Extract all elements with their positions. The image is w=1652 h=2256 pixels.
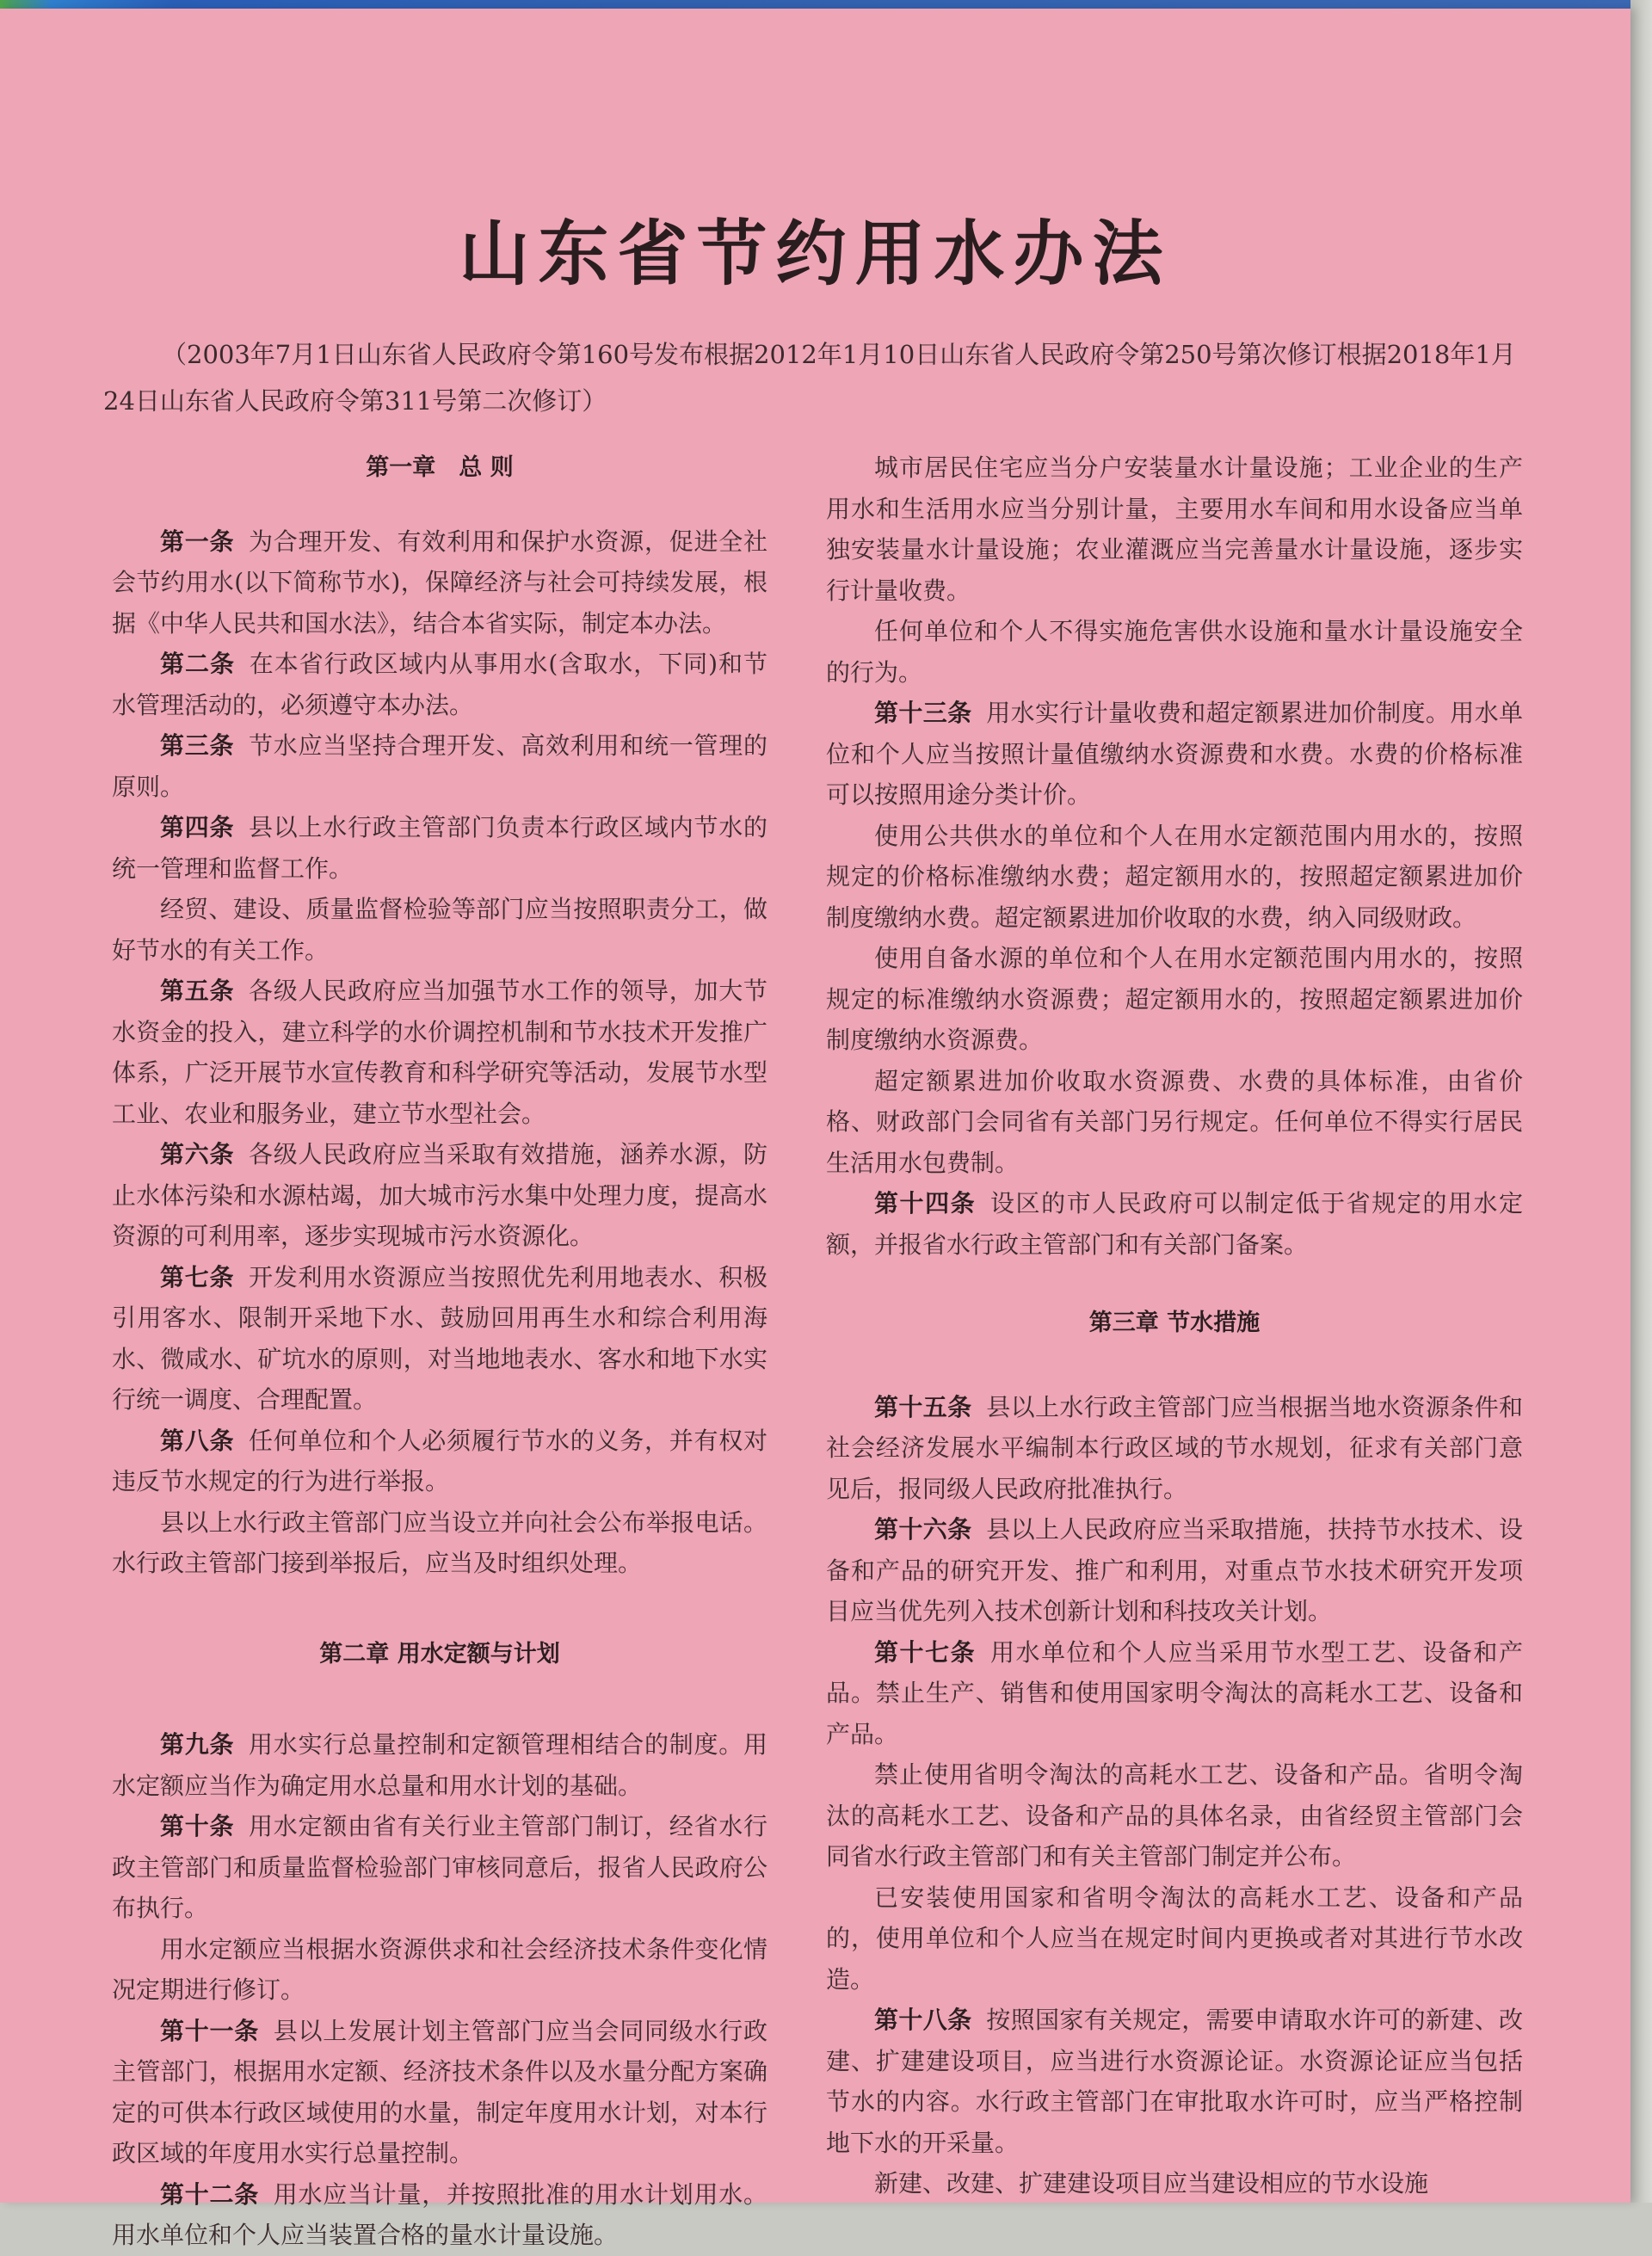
article-label: 第十二条 bbox=[160, 2179, 259, 2209]
article-text: 用水实行总量控制和定额管理相结合的制度。用水定额应当作为确定用水总量和用水计划的基础。 bbox=[112, 1730, 767, 1800]
article-text: 按照国家有关规定，需要申请取水许可的新建、改建、扩建建设项目，应当进行水资源论证。水资源论证应当包括节水的内容。水行政主管部门在审批取水许可时，应当严格控制地下水的开采量。 bbox=[826, 2006, 1523, 2157]
article-17 bbox=[826, 1632, 1523, 1755]
article-label: 第二条 bbox=[160, 650, 235, 678]
paragraph: 县以上水行政主管部门应当设立并向社会公布举报电话。水行政主管部门接到举报后，应当及时组织处理。 bbox=[112, 1507, 767, 1577]
article-2 bbox=[112, 644, 767, 725]
article-text: 用水单位和个人应当采用节水型工艺、设备和产品。禁止生产、销售和使用国家明令淘汰的高耗水工艺、设备和产品。 bbox=[826, 1637, 1523, 1748]
article-3 bbox=[112, 725, 767, 807]
paragraph: 任何单位和个人不得实施危害供水设施和量水计量设施安全的行为。 bbox=[826, 617, 1523, 687]
article-text: 用水定额由省有关行业主管部门制订，经省水行政主管部门和质量监督检验部门审核同意后，报省人民政府公布执行。 bbox=[112, 1812, 767, 1922]
document-page bbox=[0, 9, 1630, 2249]
article-label: 第十八条 bbox=[874, 2006, 972, 2034]
article-text: 县以上水行政主管部门负责本行政区域内节水的统一管理和监督工作。 bbox=[112, 813, 767, 883]
article-text: 各级人民政府应当加强节水工作的领导，加大节水资金的投入，建立科学的水价调控机制和节水技术开发推广体系，广泛开展节水宣传教育和科学研究等活动，发展节水型工业、农业和服务业，建立节水型社会。 bbox=[112, 977, 767, 1128]
left-column bbox=[112, 447, 767, 2256]
article-text: 用水应当计量，并按照批准的用水计划用水。用水单位和个人应当装置合格的量水计量设施。 bbox=[112, 2179, 767, 2249]
article-label: 第十五条 bbox=[874, 1392, 972, 1421]
article-label: 第七条 bbox=[160, 1262, 235, 1291]
article-7 bbox=[112, 1257, 767, 1421]
article-text: 县以上发展计划主管部门应当会同同级水行政主管部门，根据用水定额、经济技术条件以及水量分配方案确定的可供本行政区域使用的水量，制定年度用水计划，对本行政区域的年度用水实行总量控制。 bbox=[112, 2016, 767, 2167]
article-text: 县以上水行政主管部门应当根据当地水资源条件和社会经济发展水平编制本行政区域的节水规划，征求有关部门意见后，报同级人民政府批准执行。 bbox=[826, 1392, 1523, 1503]
article-10 bbox=[112, 1806, 767, 1929]
article-text: 县以上人民政府应当采取措施，扶持节水技术、设备和产品的研究开发、推广和利用，对重点节水技术研究开发项目应当优先列入技术创新计划和科技攻关计划。 bbox=[826, 1515, 1523, 1625]
article-5 bbox=[112, 971, 767, 1134]
article-label: 第十六条 bbox=[874, 1515, 972, 1544]
paragraph: 经贸、建设、质量监督检验等部门应当按照职责分工，做好节水的有关工作。 bbox=[112, 895, 767, 965]
article-label: 第十三条 bbox=[874, 699, 972, 727]
paragraph: 使用自备水源的单位和个人在用水定额范围内用水的，按照规定的标准缴纳水资源费；超定额用水的，按照超定额累进加价制度缴纳水资源费。 bbox=[826, 944, 1523, 1054]
article-label: 第四条 bbox=[160, 813, 235, 841]
article-text: 设区的市人民政府可以制定低于省规定的用水定额，并报省水行政主管部门和有关部门备案。 bbox=[826, 1189, 1523, 1259]
article-label: 第五条 bbox=[160, 977, 235, 1005]
article-label: 第三条 bbox=[160, 731, 235, 760]
article-15 bbox=[826, 1387, 1523, 1510]
article-label: 第十条 bbox=[160, 1812, 235, 1840]
right-column bbox=[826, 447, 1523, 2204]
article-text: 开发利用水资源应当按照优先利用地表水、积极引用客水、限制开采地下水、鼓励回用再生水和综合利用海水、微咸水、矿坑水的原则，对当地地表水、客水和地下水实行统一调度、合理配置。 bbox=[112, 1262, 767, 1414]
page-title: 山东省节约用水办法 bbox=[459, 213, 1172, 295]
article-1 bbox=[112, 521, 767, 644]
article-8 bbox=[112, 1421, 767, 1502]
article-11 bbox=[112, 2011, 767, 2174]
chapter-heading: 第三章 节水措施 bbox=[1088, 1310, 1261, 1336]
paragraph: 用水定额应当根据水资源供求和社会经济技术条件变化情况定期进行修订。 bbox=[112, 1934, 767, 2004]
desk-surface bbox=[1630, 0, 1652, 2203]
article-12 bbox=[112, 2174, 767, 2256]
article-text: 各级人民政府应当采取有效措施，涵养水源，防止水体污染和水源枯竭，加大城市污水集中处理力度，提高水资源的可利用率，逐步实现城市污水资源化。 bbox=[112, 1140, 767, 1250]
paragraph: 已安装使用国家和省明令淘汰的高耗水工艺、设备和产品的，使用单位和个人应当在规定时间内更换或者对其进行节水改造。 bbox=[826, 1883, 1523, 1994]
article-text: 为合理开发、有效利用和保护水资源，促进全社会节约用水(以下简称节水)，保障经济与社会可持续发展，根据《中华人民共和国水法》，结合本省实际，制定本办法。 bbox=[112, 527, 767, 638]
article-9 bbox=[112, 1724, 767, 1806]
paragraph: 禁止使用省明令淘汰的高耗水工艺、设备和产品。省明令淘汰的高耗水工艺、设备和产品的具体名录，由省经贸主管部门会同省水行政主管部门和有关主管部门制定并公布。 bbox=[826, 1760, 1523, 1871]
article-18 bbox=[826, 2000, 1523, 2163]
article-14 bbox=[826, 1183, 1523, 1265]
document-subtitle: （2003年7月1日山东省人民政府令第160号发布根据2012年1月10日山东省人民政府令第250号第次修订根据2018年1月24日山东省人民政府令第311号第二次修订） bbox=[103, 340, 1516, 416]
article-text: 任何单位和个人必须履行节水的义务，并有权对违反节水规定的行为进行举报。 bbox=[112, 1426, 767, 1495]
article-label: 第十四条 bbox=[874, 1189, 977, 1217]
paragraph: 新建、改建、扩建建设项目应当建设相应的节水设施 bbox=[874, 2169, 1429, 2197]
article-text: 用水实行计量收费和超定额累进加价制度。用水单位和个人应当按照计量值缴纳水资源费和水费。水费的价格标准可以按照用途分类计价。 bbox=[826, 699, 1523, 809]
article-label: 第十七条 bbox=[874, 1637, 977, 1667]
article-4 bbox=[112, 807, 767, 889]
chapter-heading: 第二章 用水定额与计划 bbox=[319, 1640, 560, 1667]
article-13 bbox=[826, 693, 1523, 816]
article-label: 第六条 bbox=[160, 1140, 235, 1168]
chapter-heading: 第一章 总 则 bbox=[366, 454, 514, 481]
article-label: 第九条 bbox=[160, 1730, 235, 1759]
article-text: 节水应当坚持合理开发、高效利用和统一管理的原则。 bbox=[112, 731, 767, 801]
article-label: 第一条 bbox=[160, 527, 235, 556]
paragraph: 超定额累进加价收取水资源费、水费的具体标准，由省价格、财政部门会同省有关部门另行规定。任何单位不得实行居民生活用水包费制。 bbox=[826, 1066, 1523, 1177]
paragraph: 使用公共供水的单位和个人在用水定额范围内用水的，按照规定的价格标准缴纳水费；超定额用水的，按照超定额累进加价制度缴纳水费。超定额累进加价收取的水费，纳入同级财政。 bbox=[826, 821, 1523, 932]
article-6 bbox=[112, 1134, 767, 1257]
article-text: 在本省行政区域内从事用水(含取水，下同)和节水管理活动的，必须遵守本办法。 bbox=[112, 650, 767, 719]
paragraph: 城市居民住宅应当分户安装量水计量设施；工业企业的生产用水和生活用水应当分别计量，主要用水车间和用水设备应当单独安装量水计量设施；农业灌溉应当完善量水计量设施，逐步实行计量收费。 bbox=[826, 453, 1523, 605]
article-label: 第八条 bbox=[160, 1426, 235, 1455]
article-16 bbox=[826, 1509, 1523, 1632]
article-label: 第十一条 bbox=[160, 2016, 259, 2045]
